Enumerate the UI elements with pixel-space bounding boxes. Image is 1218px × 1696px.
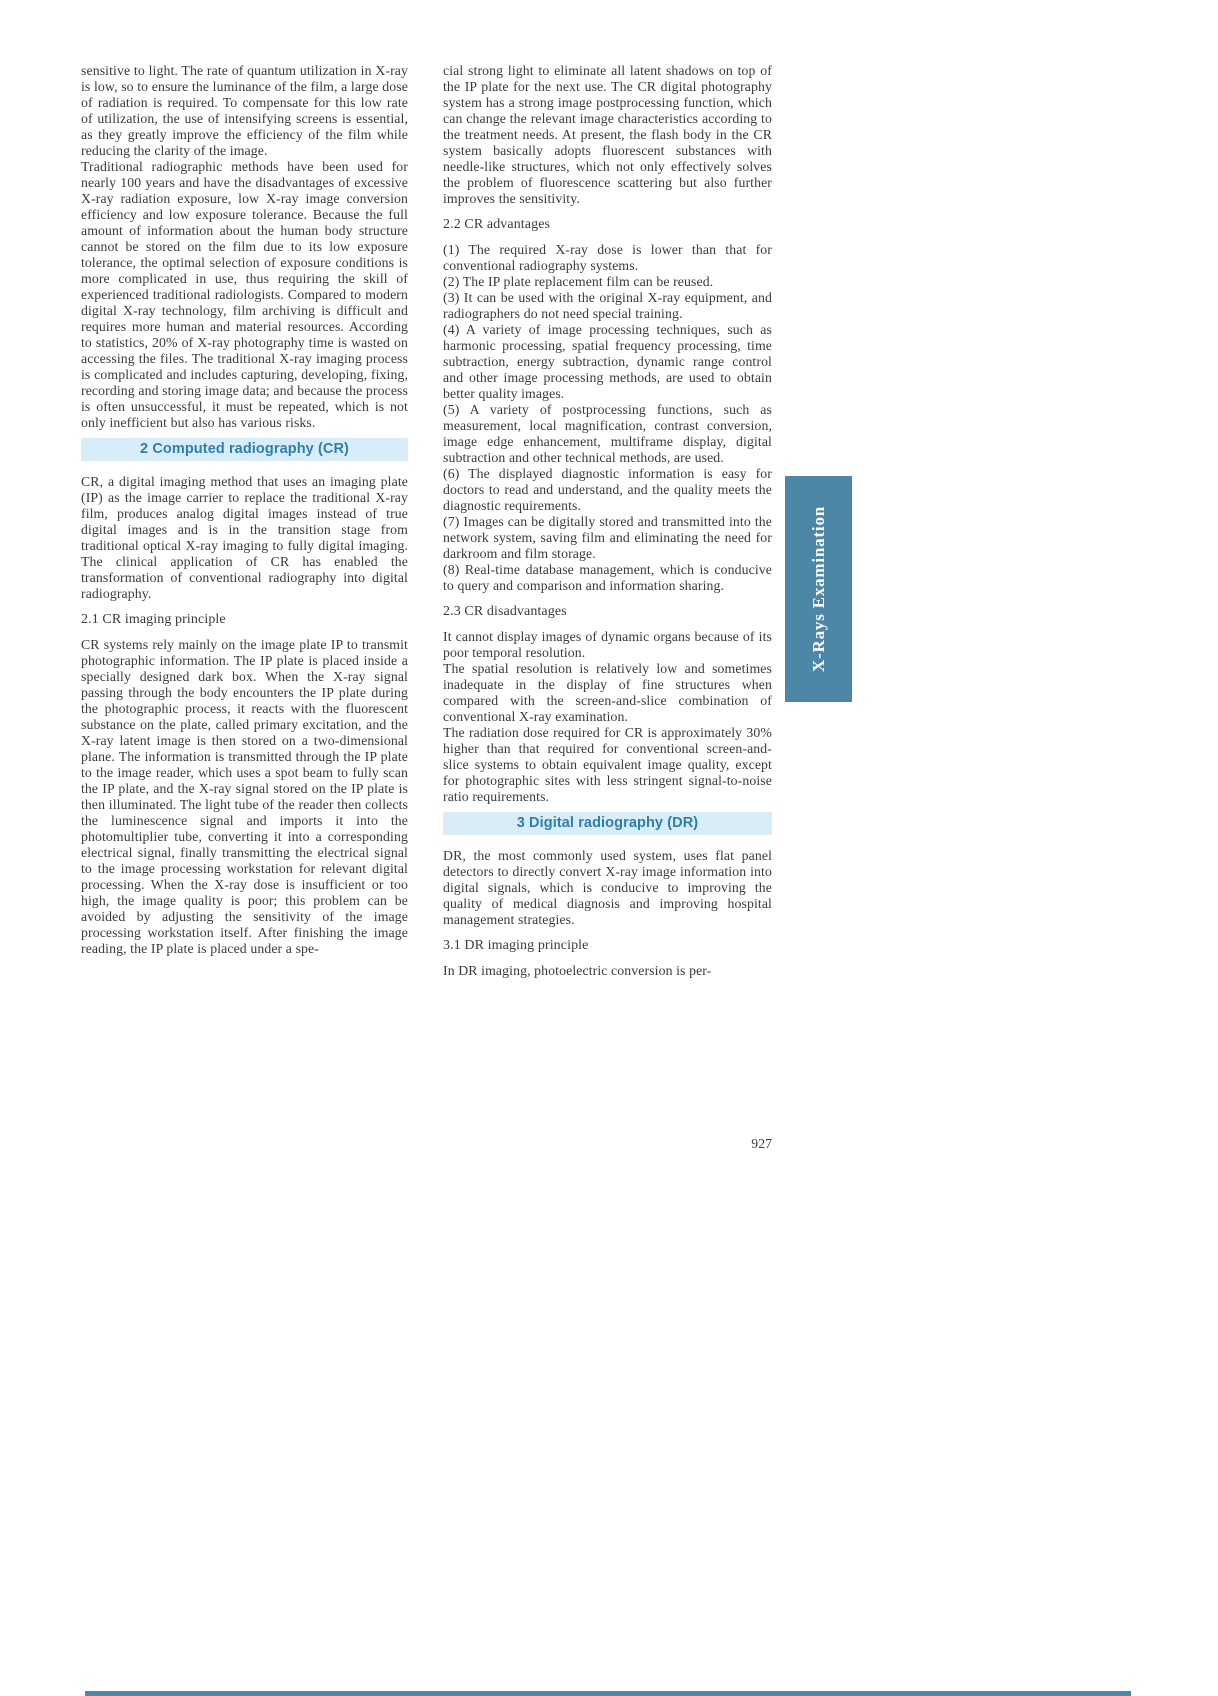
bottom-rule [85, 1691, 1131, 1696]
list-item: (7) Images can be digitally stored and transmitted into the network system, saving film and eliminating the need for darkroom and film storage. [443, 514, 772, 561]
page-number: 927 [751, 1136, 772, 1151]
paragraph: In DR imaging, photoelectric conversion is per- [443, 963, 712, 978]
paragraph: DR, the most commonly used system, uses flat panel detectors to directly convert X-ray image information into digital signals, which is conducive to improving the quality of medical diagnosis and improving hospital management strategies. [443, 848, 772, 927]
list-item: (1) The required X-ray dose is lower than that for conventional radiography systems. [443, 242, 772, 273]
list-item: (2) The IP plate replacement film can be reused. [443, 274, 714, 289]
paragraph: CR systems rely mainly on the image plate IP to transmit photographic information. The IP plate is placed inside a specially designed dark box. When the X-ray signal passing through the body encounters the IP plate during the photographic process, it reacts with the fluorescent substance on the plate, called primary excitation, and the X-ray latent image is then stored on a two-dimensional plane. The information is transmitted through the IP plate to the image reader, which uses a spot beam to fully scan the IP plate, and the X-ray signal stored on the IP plate is then illuminated. The light tube of the reader then collects the luminescence signal and imports it into the photomultiplier tube, converting it into a corresponding electrical signal, finally transmitting the electrical signal to the image processing workstation for relevant digital processing. When the X-ray dose is insufficient or too high, the image quality is poor; this problem can be avoided by adjusting the sensitivity of the image processing workstation itself. After finishing the image reading, the IP plate is placed under a spe- [81, 637, 408, 956]
right-column [443, 63, 772, 979]
list-item: (3) It can be used with the original X-ray equipment, and radiographers do not need special training. [443, 290, 772, 321]
chapter-thumb-tab-label: X-Rays Examination [808, 506, 828, 672]
section-header-digital-radiography: 3 Digital radiography (DR) [443, 812, 772, 835]
subheading-dr-imaging-principle: 3.1 DR imaging principle [443, 938, 589, 953]
paragraph: cial strong light to eliminate all latent shadows on top of the IP plate for the next use. The CR digital photography system has a strong image postprocessing function, which can change the relevant image characteristics according to the treatment needs. At present, the flash body in the CR system basically adopts fluorescent substances with needle-like structures, which not only effectively solves the problem of fluorescence scattering but also further improves the sensitivity. [443, 63, 772, 206]
paragraph: It cannot display images of dynamic organs because of its poor temporal resolution. [443, 629, 772, 660]
list-item: (8) Real-time database management, which is conducive to query and comparison and information sharing. [443, 562, 772, 593]
chapter-thumb-tab [785, 476, 852, 702]
section-header-computed-radiography: 2 Computed radiography (CR) [81, 438, 408, 461]
subheading-cr-advantages: 2.2 CR advantages [443, 217, 551, 232]
list-item: (6) The displayed diagnostic information is easy for doctors to read and understand, and the quality meets the diagnostic requirements. [443, 466, 772, 513]
paragraph: CR, a digital imaging method that uses an imaging plate (IP) as the image carrier to replace the traditional X-ray film, produces analog digital images instead of true digital images and is in the transition stage from traditional optical X-ray imaging to fully digital imaging. The clinical application of CR has enabled the transformation of conventional radiography into digital radiography. [81, 474, 408, 601]
subheading-cr-disadvantages: 2.3 CR disadvantages [443, 604, 567, 619]
paragraph: sensitive to light. The rate of quantum utilization in X-ray is low, so to ensure the luminance of the film, a large dose of radiation is required. To compensate for this low rate of utilization, the use of intensifying screens is essential, as they greatly improve the efficiency of the film while reducing the clarity of the image. [81, 63, 408, 158]
subheading-cr-imaging-principle: 2.1 CR imaging principle [81, 612, 226, 627]
paragraph: The spatial resolution is relatively low and sometimes inadequate in the display of fine structures when compared with the screen-and-slice combination of conventional X-ray examination. [443, 661, 772, 724]
list-item: (5) A variety of postprocessing functions, such as measurement, local magnification, contrast conversion, image edge enhancement, multiframe display, digital subtraction and other technical methods, are used. [443, 402, 772, 465]
paragraph: Traditional radiographic methods have been used for nearly 100 years and have the disadvantages of excessive X-ray radiation exposure, low X-ray image conversion efficiency and low exposure tolerance. Because the full amount of information about the human body structure cannot be stored on the film due to its low exposure tolerance, the optimal selection of exposure conditions is more complicated in use, thus requiring the skill of experienced traditional radiologists. Compared to modern digital X-ray technology, film archiving is difficult and requires more human and material resources. According to statistics, 20% of X-ray photography time is wasted on accessing the files. The traditional X-ray imaging process is complicated and includes capturing, developing, fixing, recording and storing image data; and because the process is often unsuccessful, it must be repeated, which is not only inefficient but also has various risks. [81, 159, 408, 430]
paragraph: The radiation dose required for CR is approximately 30% higher than that required for conventional screen-and-slice systems to obtain equivalent image quality, except for photographic sites with less stringent signal-to-noise ratio requirements. [443, 725, 772, 804]
list-item: (4) A variety of image processing techniques, such as harmonic processing, spatial frequency processing, time subtraction, energy subtraction, dynamic range control and other image processing methods, are used to obtain better quality images. [443, 322, 772, 401]
left-column [81, 63, 408, 957]
